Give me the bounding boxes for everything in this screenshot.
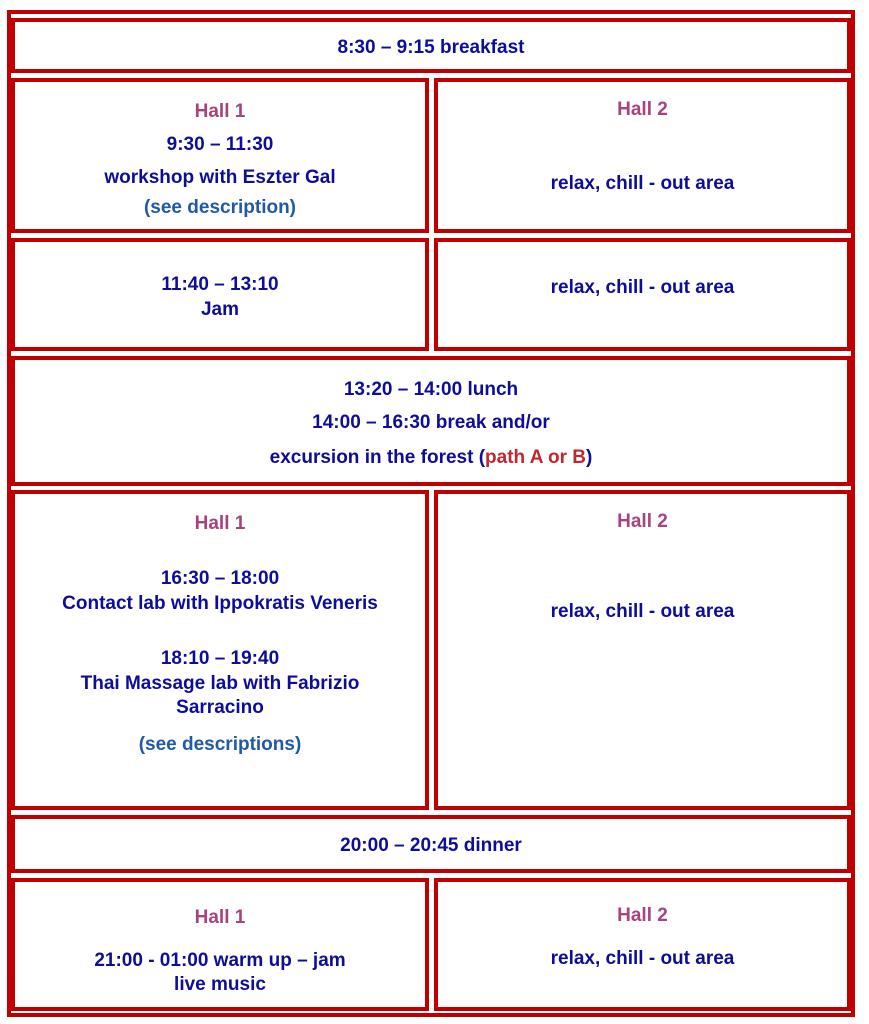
see-descriptions-link[interactable]: (see descriptions) [138, 734, 302, 755]
lunch-excursion-row [11, 356, 851, 486]
contact-lab-time: 16:30 – 18:00 [160, 568, 280, 589]
thai-massage-title: Thai Massage lab with Fabrizio [80, 673, 360, 694]
live-music-text: live music [174, 974, 266, 995]
hall-2-label: Hall 2 [617, 99, 668, 120]
hall2-chill-cell-3 [434, 490, 851, 810]
excursion-prefix: excursion in the forest ( [269, 447, 486, 468]
jam-title: Jam [200, 299, 240, 320]
breakfast-text: 8:30 – 9:15 breakfast [337, 37, 525, 58]
hall-1-label: Hall 1 [194, 907, 246, 928]
thai-massage-title-2: Sarracino [176, 697, 264, 718]
thai-massage-time: 18:10 – 19:40 [160, 648, 280, 669]
workshop-title: workshop with Eszter Gal [104, 167, 336, 188]
excursion-text [15, 446, 847, 469]
hall2-chill-cell-4 [434, 878, 851, 1011]
afternoon-labs-cell [11, 490, 429, 810]
hall-1-label: Hall 1 [194, 513, 246, 534]
breakfast-row [11, 18, 851, 73]
hall2-chill-cell-1 [434, 78, 851, 233]
path-a-or-b-link[interactable]: path A or B [485, 447, 587, 468]
dinner-text: 20:00 – 20:45 dinner [340, 835, 522, 856]
hall-2-label: Hall 2 [617, 511, 668, 532]
warm-up-time: 21:00 - 01:00 warm up – jam [94, 950, 346, 971]
hall2-chill-cell-2 [434, 238, 851, 351]
dinner-row [11, 815, 851, 873]
lunch-text: 13:20 – 14:00 lunch [343, 379, 519, 400]
chill-out-text: relax, chill - out area [550, 173, 735, 194]
hall-1-label: Hall 1 [194, 101, 246, 122]
contact-lab-title: Contact lab with Ippokratis Veneris [62, 593, 378, 614]
break-text: 14:00 – 16:30 break and/or [312, 412, 550, 433]
workshop-hall1-cell [11, 78, 429, 233]
chill-out-text: relax, chill - out area [550, 277, 735, 298]
chill-out-text: relax, chill - out area [550, 601, 735, 622]
hall-2-label: Hall 2 [617, 905, 668, 926]
jam-time: 11:40 – 13:10 [161, 274, 279, 295]
jam-cell [11, 238, 429, 351]
warm-up-jam-cell [11, 878, 429, 1011]
see-description-link[interactable]: (see description) [143, 197, 297, 218]
excursion-suffix: ) [586, 447, 593, 468]
chill-out-text: relax, chill - out area [550, 948, 735, 969]
workshop-time: 9:30 – 11:30 [166, 134, 274, 155]
